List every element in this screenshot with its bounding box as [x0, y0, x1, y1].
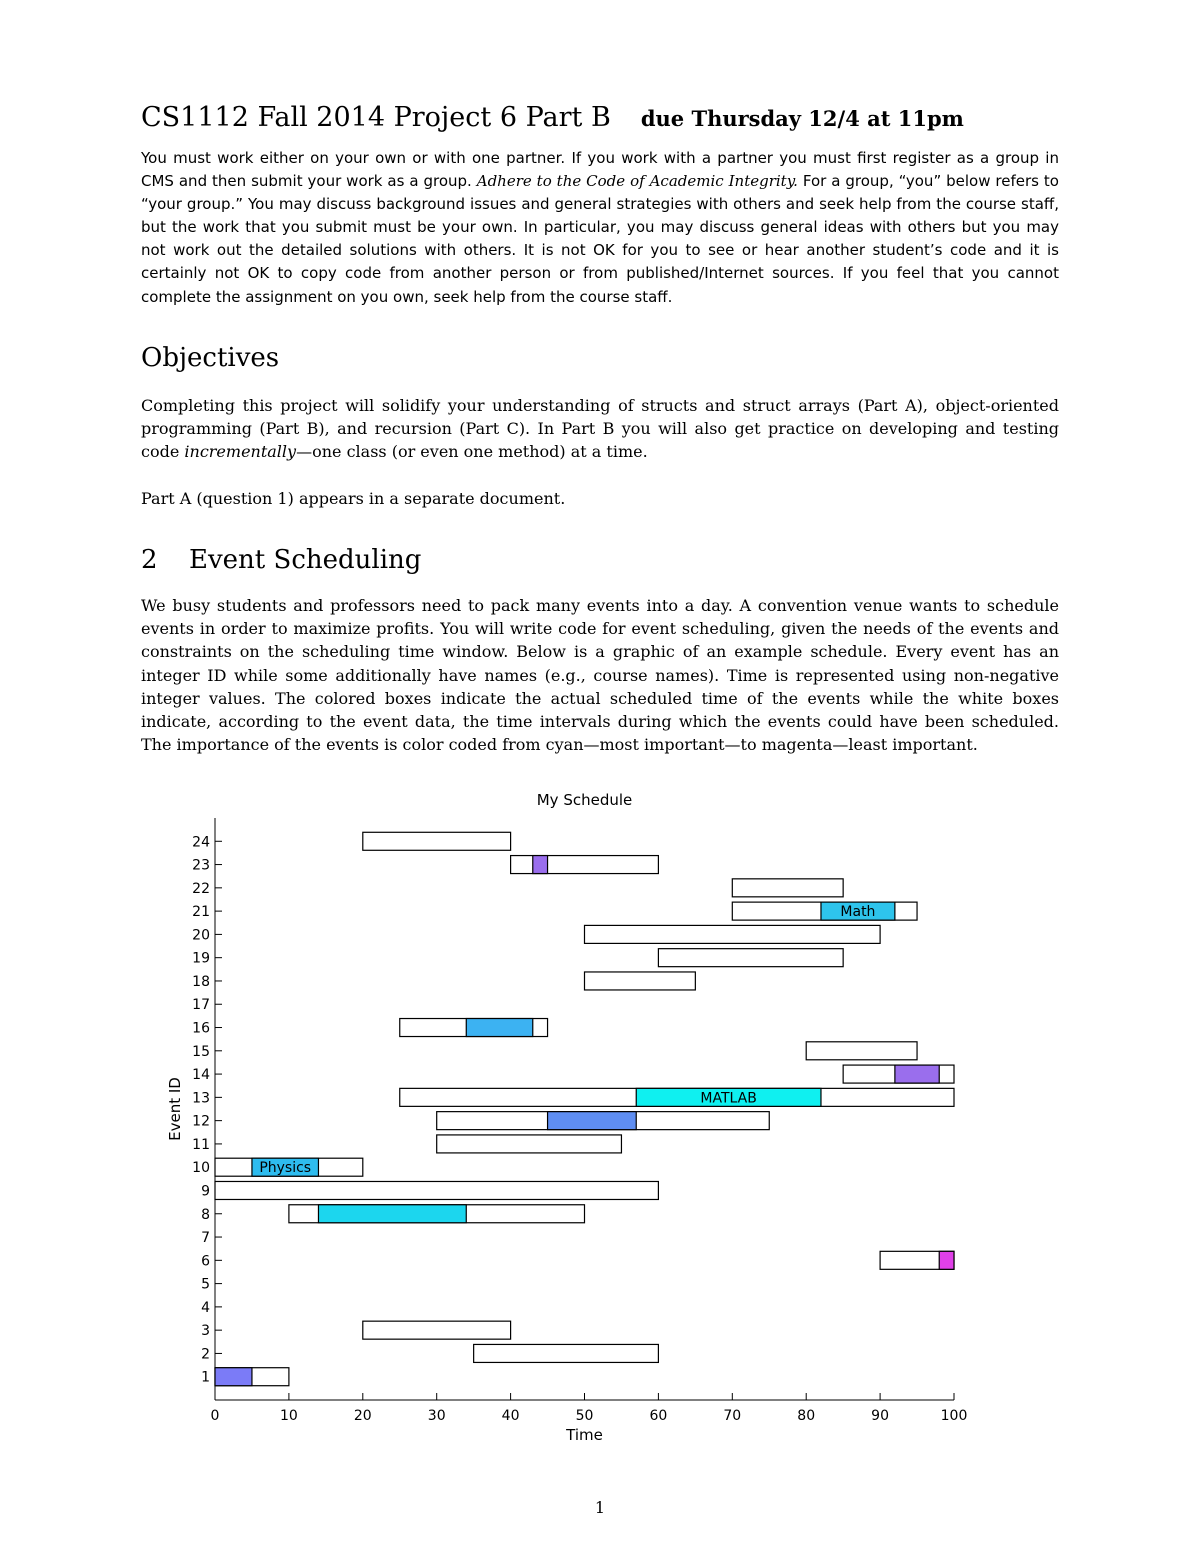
- y-tick-label: 21: [192, 904, 210, 921]
- event-window-19: [658, 949, 843, 967]
- y-tick-label: 13: [192, 1090, 210, 1107]
- section-number: 2: [141, 545, 158, 575]
- y-tick-label: 5: [201, 1276, 210, 1293]
- x-tick-label: 10: [279, 1408, 298, 1424]
- event-window-18: [585, 972, 696, 990]
- event-window-2: [474, 1344, 659, 1362]
- event-name-13: MATLAB: [700, 1090, 757, 1107]
- intro-text-1: You must work either on your own or with one partner. If you work with a partner you must first register as a group in CMS and then submit your work as a group.: [141, 149, 1059, 191]
- y-tick-label: 18: [192, 973, 210, 990]
- x-tick-label: 40: [501, 1408, 520, 1424]
- y-tick-label: 10: [192, 1160, 210, 1177]
- x-tick-label: 20: [353, 1408, 372, 1424]
- event-window-9: [215, 1181, 658, 1199]
- section-title: Event Scheduling: [189, 545, 422, 575]
- y-tick-label: 23: [192, 857, 210, 874]
- event-scheduled-8: [318, 1205, 466, 1223]
- y-tick-label: 11: [192, 1136, 210, 1153]
- objectives-text-2: —one class (or even one method) at a time.: [296, 442, 648, 462]
- title-text: CS1112 Fall 2014 Project 6 Part B: [141, 102, 611, 133]
- event-name-21: Math: [840, 904, 876, 921]
- x-axis-label: Time: [566, 1426, 603, 1444]
- objectives-emphasis: incrementally: [184, 442, 297, 462]
- x-tick-label: 50: [575, 1408, 594, 1424]
- section-2-paragraph: We busy students and professors need to pack many events into a day. A convention venue wants to schedule events in order to maximize profits. You will write code for event scheduling, given the needs of the events and constraints on the scheduling time window. Below is a graphic of an example schedule. Every event has an integer ID while some additionally have names (e.g., course names). Time is represented using non-negative integer values. The colored boxes indicate the actual scheduled time of the events while the white boxes indicate, according to the event data, the time intervals during which the events could have been scheduled. The importance of the events is color coded from cyan—most important—to magenta—least important.: [141, 596, 1059, 755]
- event-scheduled-16: [466, 1019, 533, 1037]
- event-name-10: Physics: [259, 1160, 312, 1177]
- event-scheduled-23: [533, 856, 548, 874]
- y-tick-label: 8: [201, 1206, 210, 1223]
- due-date: due Thursday 12/4 at 11pm: [640, 106, 964, 131]
- intro-text-2: For a group, “you” below refers to “your group.” You may discuss background issues and general strategies with others and seek help from the course staff, but the work that you submit must be your own. In particular, you may discuss general ideas with others but you may not work out the detailed solutions with others. It is not OK for you to see or hear another student’s code and it is certainly not OK to copy code from another person or from published/Internet sources. If you feel that you cannot complete the assignment on you own, seek help from the course staff.: [141, 172, 1059, 306]
- integrity-link: Adhere to the Code of Academic Integrity.: [476, 172, 798, 191]
- y-tick-label: 9: [201, 1183, 210, 1200]
- y-tick-label: 15: [192, 1043, 210, 1060]
- x-tick-label: 100: [940, 1408, 968, 1424]
- event-window-3: [363, 1321, 511, 1339]
- event-window-20: [585, 925, 881, 943]
- objectives-heading: Objectives: [141, 343, 280, 373]
- event-scheduled-1: [215, 1368, 252, 1386]
- y-tick-label: 24: [192, 834, 210, 851]
- y-tick-label: 1: [201, 1369, 210, 1386]
- y-tick-label: 3: [201, 1323, 210, 1340]
- y-tick-label: 6: [201, 1253, 210, 1270]
- x-tick-label: 90: [871, 1408, 890, 1424]
- event-window-24: [363, 832, 511, 850]
- y-tick-label: 17: [192, 997, 210, 1014]
- event-scheduled-6: [939, 1251, 954, 1269]
- y-tick-label: 14: [192, 1067, 210, 1084]
- event-scheduled-14: [895, 1065, 939, 1083]
- chart-title: My Schedule: [536, 791, 633, 809]
- y-axis-label: Event ID: [166, 1077, 184, 1141]
- page-number: 1: [594, 1498, 606, 1517]
- event-scheduled-12: [548, 1112, 637, 1130]
- event-window-15: [806, 1042, 917, 1060]
- y-tick-label: 19: [192, 950, 210, 967]
- objectives-text-1: Completing this project will solidify your understanding of structs and struct arrays (Part A), object-oriented programming (Part B), and recursion (Part C). In Part B you will also get practice on developing and testing code: [141, 396, 1059, 462]
- y-tick-label: 2: [201, 1346, 210, 1363]
- y-tick-label: 7: [201, 1230, 210, 1247]
- x-tick-label: 80: [797, 1408, 816, 1424]
- y-tick-label: 4: [201, 1299, 210, 1316]
- y-tick-label: 20: [192, 927, 210, 944]
- x-tick-label: 30: [427, 1408, 446, 1424]
- x-tick-label: 70: [723, 1408, 742, 1424]
- y-tick-label: 16: [192, 1020, 210, 1037]
- x-tick-label: 60: [649, 1408, 668, 1424]
- y-tick-label: 22: [192, 880, 210, 897]
- x-tick-label: 0: [210, 1408, 220, 1424]
- part-a-note: Part A (question 1) appears in a separate document.: [141, 489, 566, 508]
- y-tick-label: 12: [192, 1113, 210, 1130]
- event-window-11: [437, 1135, 622, 1153]
- event-window-22: [732, 879, 843, 897]
